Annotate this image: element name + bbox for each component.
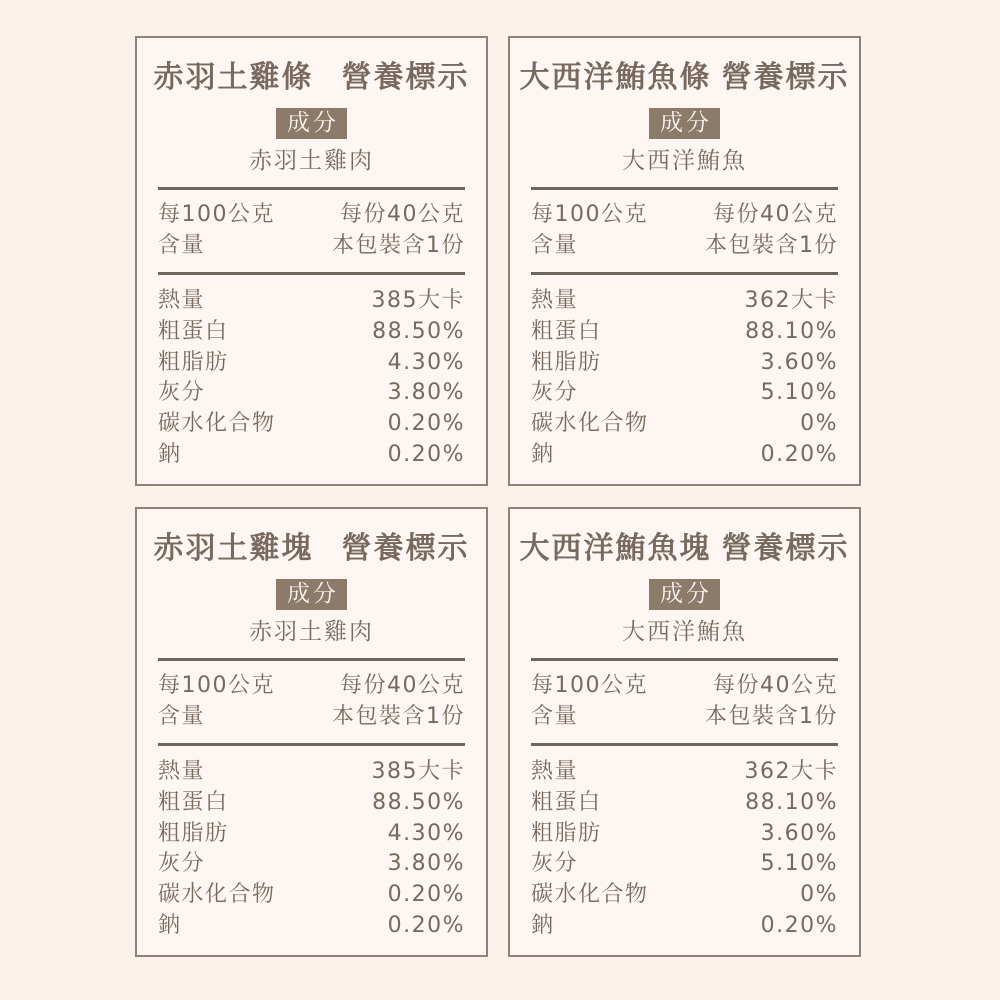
row-label: 灰分: [158, 851, 206, 877]
row-value: 3.80%: [387, 851, 465, 877]
row-label: 粗脂肪: [531, 820, 602, 846]
row-value: 88.50%: [372, 789, 465, 815]
row-label: 鈉: [531, 441, 555, 467]
serving-col-left: [531, 670, 648, 732]
row-label: 熱量: [531, 759, 579, 784]
table-row: [158, 819, 465, 850]
package-contains-label: 本包裝含1份: [705, 704, 838, 729]
per-100g-label: 每100公克: [531, 673, 648, 698]
panel-title: [153, 530, 470, 568]
table-row: [158, 317, 465, 348]
ingredient-badge: 成分: [276, 108, 347, 139]
nutrition-table: [531, 275, 838, 471]
ingredient-badge: 成分: [276, 579, 347, 610]
row-label: 灰分: [531, 851, 579, 877]
table-row: [158, 757, 465, 788]
row-value: 0.20%: [387, 411, 465, 437]
badge-row: [158, 579, 465, 610]
table-row: [531, 409, 838, 440]
per-serving-label: 每份40公克: [340, 673, 465, 698]
row-label: 碳水化合物: [158, 411, 276, 437]
serving-header: [158, 661, 465, 743]
row-value: 4.30%: [387, 349, 465, 375]
row-label: 熱量: [158, 759, 206, 784]
row-value: 3.80%: [387, 380, 465, 406]
nutrition-table: [158, 746, 465, 942]
label-type: 營養標示: [341, 531, 470, 566]
row-label: 鈉: [531, 912, 555, 938]
table-row: [158, 849, 465, 880]
serving-header: [531, 190, 838, 272]
label-type: 營養標示: [341, 60, 470, 95]
table-row: [531, 819, 838, 850]
table-row: [531, 788, 838, 819]
ingredient-name: 赤羽土雞肉: [249, 148, 374, 174]
content-label: 含量: [158, 233, 206, 258]
nutrition-table: [158, 275, 465, 471]
product-name: 赤羽土雞塊: [153, 531, 314, 566]
row-value: 0%: [800, 411, 838, 437]
ingredient-name: 赤羽土雞肉: [249, 619, 374, 645]
row-value: 385大卡: [371, 759, 465, 784]
row-value: 88.10%: [745, 318, 838, 344]
per-serving-label: 每份40公克: [713, 202, 838, 227]
row-label: 粗脂肪: [158, 349, 229, 375]
nutrition-table: [531, 746, 838, 942]
content-label: 含量: [531, 704, 579, 729]
row-value: 0%: [800, 882, 838, 908]
row-label: 碳水化合物: [158, 882, 276, 908]
table-row: [531, 880, 838, 911]
row-value: 362大卡: [744, 759, 838, 784]
row-label: 碳水化合物: [531, 411, 649, 437]
row-value: 5.10%: [760, 851, 838, 877]
ingredient-name: 大西洋鮪魚: [622, 148, 747, 174]
content-label: 含量: [158, 704, 206, 729]
package-contains-label: 本包裝含1份: [705, 233, 838, 258]
row-value: 362大卡: [744, 288, 838, 313]
row-value: 0.20%: [387, 882, 465, 908]
serving-col-right: [332, 199, 465, 261]
product-name: 大西洋鮪魚塊: [519, 531, 712, 566]
table-row: [158, 348, 465, 379]
row-value: 385大卡: [371, 288, 465, 313]
table-row: [158, 788, 465, 819]
row-value: 3.60%: [760, 349, 838, 375]
per-100g-label: 每100公克: [158, 673, 275, 698]
content-label: 含量: [531, 233, 579, 258]
row-label: 鈉: [158, 441, 182, 467]
row-label: 灰分: [531, 380, 579, 406]
package-contains-label: 本包裝含1份: [332, 233, 465, 258]
serving-col-right: [332, 670, 465, 732]
per-serving-label: 每份40公克: [340, 202, 465, 227]
table-row: [158, 880, 465, 911]
table-row: [531, 440, 838, 471]
product-name: 大西洋鮪魚條: [519, 60, 712, 95]
row-label: 灰分: [158, 380, 206, 406]
row-value: 88.50%: [372, 318, 465, 344]
row-label: 粗脂肪: [158, 820, 229, 846]
per-100g-label: 每100公克: [158, 202, 275, 227]
ingredient-name: 大西洋鮪魚: [622, 619, 747, 645]
package-contains-label: 本包裝含1份: [332, 704, 465, 729]
serving-col-left: [158, 199, 275, 261]
serving-header: [158, 190, 465, 272]
row-value: 88.10%: [745, 789, 838, 815]
table-row: [158, 286, 465, 317]
row-label: 粗蛋白: [158, 318, 229, 344]
table-row: [158, 911, 465, 942]
ingredient-badge: 成分: [649, 579, 720, 610]
per-100g-label: 每100公克: [531, 202, 648, 227]
table-row: [531, 849, 838, 880]
table-row: [531, 911, 838, 942]
label-type: 營養標示: [721, 60, 850, 95]
table-row: [531, 348, 838, 379]
row-label: 鈉: [158, 912, 182, 938]
row-label: 粗蛋白: [158, 789, 229, 815]
nutrition-panel-tuna-nuggets: [508, 507, 861, 957]
table-row: [531, 317, 838, 348]
table-row: [531, 286, 838, 317]
nutrition-panel-tuna-strips: [508, 36, 861, 486]
row-value: 0.20%: [387, 912, 465, 938]
panel-title: [153, 59, 470, 97]
ingredient-badge: 成分: [649, 108, 720, 139]
badge-row: [158, 108, 465, 139]
serving-header: [531, 661, 838, 743]
serving-col-right: [705, 670, 838, 732]
row-value: 3.60%: [760, 820, 838, 846]
row-label: 粗脂肪: [531, 349, 602, 375]
product-name: 赤羽土雞條: [153, 60, 314, 95]
nutrition-panel-chicken-nuggets: [135, 507, 488, 957]
row-label: 碳水化合物: [531, 882, 649, 908]
nutrition-panel-chicken-strips: [135, 36, 488, 486]
table-row: [531, 757, 838, 788]
label-type: 營養標示: [721, 531, 850, 566]
row-label: 粗蛋白: [531, 318, 602, 344]
table-row: [158, 440, 465, 471]
row-value: 4.30%: [387, 820, 465, 846]
row-value: 0.20%: [387, 441, 465, 467]
per-serving-label: 每份40公克: [713, 673, 838, 698]
serving-col-right: [705, 199, 838, 261]
row-label: 熱量: [158, 288, 206, 313]
badge-row: [531, 108, 838, 139]
panel-title: [519, 59, 850, 97]
serving-col-left: [158, 670, 275, 732]
serving-col-left: [531, 199, 648, 261]
table-row: [158, 409, 465, 440]
table-row: [158, 378, 465, 409]
badge-row: [531, 579, 838, 610]
panel-title: [519, 530, 850, 568]
row-label: 粗蛋白: [531, 789, 602, 815]
row-label: 熱量: [531, 288, 579, 313]
table-row: [531, 378, 838, 409]
row-value: 5.10%: [760, 380, 838, 406]
row-value: 0.20%: [760, 441, 838, 467]
row-value: 0.20%: [760, 912, 838, 938]
